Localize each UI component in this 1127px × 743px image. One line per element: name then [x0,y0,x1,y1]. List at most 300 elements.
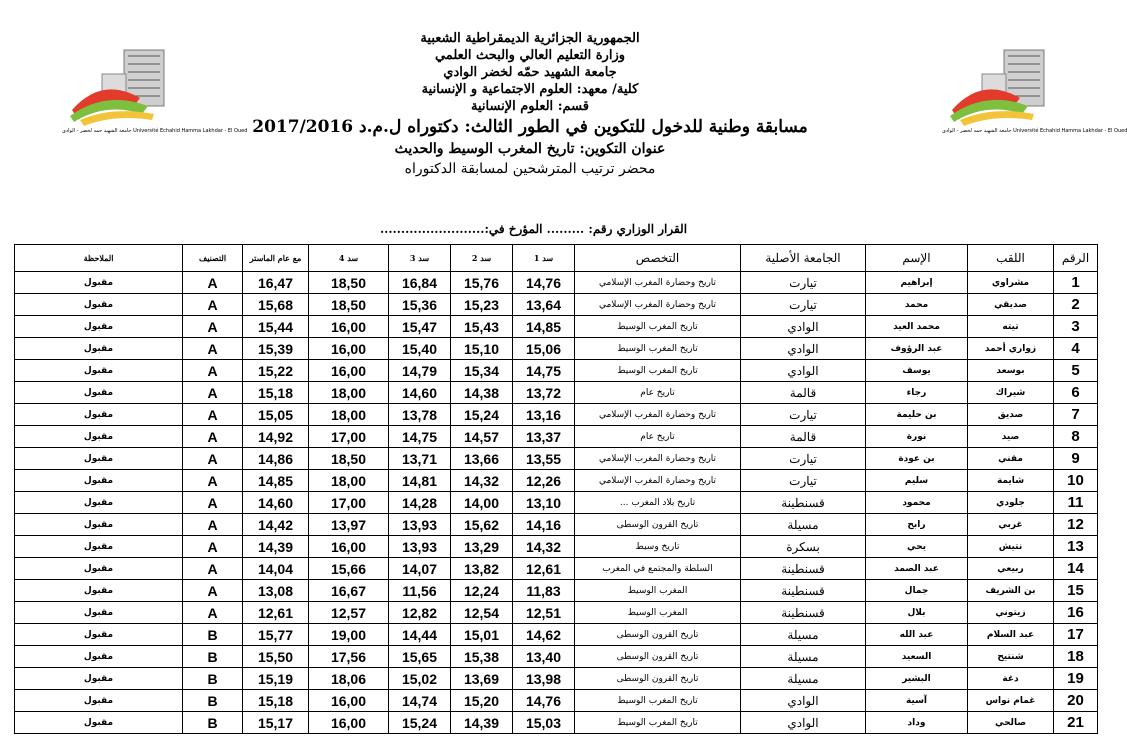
cell-class: A [183,492,243,514]
cell-s2: 13,66 [451,448,513,470]
table-row [15,712,1098,734]
cell-s1: 14,16 [513,514,575,536]
cell-s2: 13,82 [451,558,513,580]
cell-note: مقبول [15,602,183,624]
cell-note: مقبول [15,624,183,646]
cell-master-avg: 15,50 [243,646,309,668]
cell-class: A [183,514,243,536]
logo-caption: جامعة الشهيد حمه لخضر - الوادي Université Echahid Hamma Lakhdar - El Oued [62,128,248,134]
cell-class: B [183,624,243,646]
cell-class: A [183,316,243,338]
cell-speciality: المغرب الوسيط [575,580,741,602]
cell-s3: 14,07 [389,558,451,580]
table-row [15,646,1098,668]
cell-s2: 14,00 [451,492,513,514]
cell-s3: 14,74 [389,690,451,712]
cell-s3: 12,82 [389,602,451,624]
cell-speciality: تاريخ المغرب الوسيط [575,712,741,734]
table-row [15,668,1098,690]
logo-caption: جامعة الشهيد حمه لخضر - الوادي Université Echahid Hamma Lakhdar - El Oued [942,128,1127,134]
cell-note: مقبول [15,690,183,712]
cell-rank: 16 [1054,602,1098,624]
cell-s4: 18,00 [309,404,389,426]
cell-university: الوادي [741,338,866,360]
cell-university: تيارت [741,294,866,316]
cell-surname: شيراك [968,382,1054,404]
table-row [15,492,1098,514]
col-name: الإسم [866,245,968,272]
cell-s4: 18,50 [309,294,389,316]
cell-note: مقبول [15,294,183,316]
university-building-icon [942,36,1062,128]
table-row [15,558,1098,580]
cell-rank: 20 [1054,690,1098,712]
cell-s4: 16,00 [309,360,389,382]
faculty-line: كلية/ معهد: العلوم الاجتماعية و الإنسانية [421,82,639,97]
cell-class: A [183,272,243,294]
cell-note: مقبول [15,382,183,404]
cell-note: مقبول [15,514,183,536]
cell-s3: 15,47 [389,316,451,338]
cell-note: مقبول [15,646,183,668]
cell-class: A [183,536,243,558]
cell-master-avg: 15,22 [243,360,309,382]
cell-s3: 14,28 [389,492,451,514]
cell-s2: 13,69 [451,668,513,690]
cell-s3: 14,60 [389,382,451,404]
cell-s2: 15,24 [451,404,513,426]
col-speciality: التخصص [575,245,741,272]
cell-s3: 13,93 [389,514,451,536]
cell-s1: 14,76 [513,690,575,712]
cell-master-avg: 15,18 [243,382,309,404]
cell-rank: 3 [1054,316,1098,338]
cell-s1: 13,72 [513,382,575,404]
cell-master-avg: 15,39 [243,338,309,360]
cell-s4: 16,00 [309,536,389,558]
cell-surname: نتيش [968,536,1054,558]
cell-name: يحي [866,536,968,558]
cell-s1: 13,98 [513,668,575,690]
cell-surname: ربيعي [968,558,1054,580]
cell-speciality: تاريخ المغرب الوسيط [575,316,741,338]
cell-s2: 15,62 [451,514,513,536]
cell-s1: 13,10 [513,492,575,514]
cell-name: السعيد [866,646,968,668]
cell-speciality: تاريخ القرون الوسطى [575,514,741,536]
cell-name: إبراهيم [866,272,968,294]
cell-speciality: تاريخ القرون الوسطى [575,646,741,668]
col-rank: الرقم [1054,245,1098,272]
university-building-icon [62,36,182,128]
cell-class: A [183,404,243,426]
cell-s3: 11,56 [389,580,451,602]
cell-surname: صالحي [968,712,1054,734]
cell-s2: 14,57 [451,426,513,448]
cell-university: الوادي [741,316,866,338]
university-logo-right [942,36,1127,140]
cell-university: قسنطينة [741,602,866,624]
table-row [15,316,1098,338]
cell-master-avg: 14,04 [243,558,309,580]
cell-name: نورة [866,426,968,448]
cell-note: مقبول [15,426,183,448]
cell-s1: 12,51 [513,602,575,624]
cell-s3: 14,75 [389,426,451,448]
cell-class: A [183,338,243,360]
ministry-line: وزارة التعليم العالي والبحث العلمي [434,48,626,63]
cell-surname: بوسعد [968,360,1054,382]
col-s1: سد 1 [513,245,575,272]
cell-university: مسيلة [741,624,866,646]
document-title: مسابقة وطنية للدخول للتكوين في الطور الثالث: دكتوراه ل.م.د 2017/2016 [252,117,808,137]
cell-surname: صديق [968,404,1054,426]
cell-surname: زيتوني [968,602,1054,624]
cell-speciality: تاريخ وحضارة المغرب الإسلامي [575,272,741,294]
cell-note: مقبول [15,712,183,734]
cell-name: عبد الرؤوف [866,338,968,360]
table-row [15,624,1098,646]
cell-master-avg: 15,44 [243,316,309,338]
cell-note: مقبول [15,448,183,470]
cell-master-avg: 15,19 [243,668,309,690]
cell-surname: بن الشريف [968,580,1054,602]
cell-master-avg: 15,18 [243,690,309,712]
cell-university: قالمة [741,426,866,448]
cell-s2: 15,01 [451,624,513,646]
col-university: الجامعة الأصلية [741,245,866,272]
cell-s1: 13,64 [513,294,575,316]
decision-line: القرار الوزاري رقم: ......... المؤرخ في:......................... [380,222,688,236]
cell-surname: غمام نواس [968,690,1054,712]
table-row [15,294,1098,316]
cell-university: قسنطينة [741,492,866,514]
col-s3: سد 3 [389,245,451,272]
document-header [230,30,830,179]
cell-master-avg: 14,42 [243,514,309,536]
cell-class: A [183,382,243,404]
minutes-title: محضر ترتيب المترشحين لمسابقة الدكتوراه [404,161,656,177]
cell-note: مقبول [15,580,183,602]
table-row [15,448,1098,470]
cell-speciality: تاريخ وحضارة المغرب الإسلامي [575,448,741,470]
cell-surname: دغة [968,668,1054,690]
cell-s2: 12,24 [451,580,513,602]
cell-surname: صيد [968,426,1054,448]
table-row [15,690,1098,712]
cell-note: مقبول [15,668,183,690]
col-surname: اللقب [968,245,1054,272]
cell-note: مقبول [15,360,183,382]
cell-surname: مقني [968,448,1054,470]
cell-note: مقبول [15,492,183,514]
cell-master-avg: 15,77 [243,624,309,646]
table-row [15,514,1098,536]
col-s4: سد 4 [309,245,389,272]
cell-s4: 19,00 [309,624,389,646]
table-row [15,426,1098,448]
cell-university: تيارت [741,404,866,426]
cell-master-avg: 14,92 [243,426,309,448]
cell-university: الوادي [741,690,866,712]
table-row [15,580,1098,602]
cell-class: A [183,360,243,382]
cell-master-avg: 15,68 [243,294,309,316]
cell-s1: 15,03 [513,712,575,734]
cell-master-avg: 14,85 [243,470,309,492]
cell-university: الوادي [741,360,866,382]
table-row [15,338,1098,360]
cell-note: مقبول [15,470,183,492]
cell-name: البشير [866,668,968,690]
cell-master-avg: 12,61 [243,602,309,624]
cell-s4: 16,00 [309,690,389,712]
cell-surname: جلودي [968,492,1054,514]
cell-name: وداد [866,712,968,734]
cell-note: مقبول [15,536,183,558]
cell-rank: 15 [1054,580,1098,602]
cell-speciality: تاريخ وسيط [575,536,741,558]
cell-class: A [183,448,243,470]
cell-s2: 15,43 [451,316,513,338]
cell-note: مقبول [15,338,183,360]
cell-rank: 12 [1054,514,1098,536]
cell-speciality: المغرب الوسيط [575,602,741,624]
cell-s4: 17,56 [309,646,389,668]
cell-name: محمد [866,294,968,316]
cell-s1: 14,85 [513,316,575,338]
cell-rank: 11 [1054,492,1098,514]
cell-name: بن حليمة [866,404,968,426]
cell-master-avg: 14,39 [243,536,309,558]
cell-s1: 14,62 [513,624,575,646]
cell-surname: تيته [968,316,1054,338]
cell-class: A [183,602,243,624]
cell-master-avg: 13,08 [243,580,309,602]
cell-s4: 16,00 [309,316,389,338]
cell-s2: 13,29 [451,536,513,558]
cell-name: يوسف [866,360,968,382]
cell-rank: 4 [1054,338,1098,360]
cell-s2: 15,76 [451,272,513,294]
cell-speciality: تاريخ بلاد المغرب ... [575,492,741,514]
cell-surname: شايمة [968,470,1054,492]
cell-s4: 18,06 [309,668,389,690]
cell-university: قسنطينة [741,558,866,580]
col-master-avg: مع عام الماستر [243,245,309,272]
cell-s4: 16,00 [309,712,389,734]
cell-rank: 1 [1054,272,1098,294]
cell-rank: 5 [1054,360,1098,382]
cell-name: عبد الصمد [866,558,968,580]
cell-s4: 13,97 [309,514,389,536]
cell-rank: 13 [1054,536,1098,558]
cell-name: عبد الله [866,624,968,646]
cell-s4: 18,50 [309,448,389,470]
cell-s1: 12,26 [513,470,575,492]
cell-class: B [183,668,243,690]
cell-name: محمد العيد [866,316,968,338]
cell-rank: 10 [1054,470,1098,492]
cell-master-avg: 16,47 [243,272,309,294]
cell-surname: شنتيح [968,646,1054,668]
cell-s4: 16,00 [309,338,389,360]
table-row [15,360,1098,382]
cell-s3: 15,65 [389,646,451,668]
cell-s4: 16,67 [309,580,389,602]
cell-university: بسكرة [741,536,866,558]
cell-rank: 6 [1054,382,1098,404]
cell-s1: 13,40 [513,646,575,668]
cell-speciality: تاريخ عام [575,426,741,448]
cell-rank: 17 [1054,624,1098,646]
table-row [15,404,1098,426]
cell-s3: 15,02 [389,668,451,690]
cell-s3: 14,81 [389,470,451,492]
cell-rank: 14 [1054,558,1098,580]
cell-s4: 12,57 [309,602,389,624]
cell-surname: غربي [968,514,1054,536]
table-row [15,602,1098,624]
cell-master-avg: 15,05 [243,404,309,426]
ranking-table [14,244,1098,734]
cell-university: مسيلة [741,646,866,668]
cell-s1: 11,83 [513,580,575,602]
cell-note: مقبول [15,272,183,294]
cell-speciality: تاريخ القرون الوسطى [575,668,741,690]
cell-s4: 15,66 [309,558,389,580]
cell-rank: 21 [1054,712,1098,734]
cell-s1: 14,76 [513,272,575,294]
cell-speciality: تاريخ المغرب الوسيط [575,338,741,360]
cell-name: رجاء [866,382,968,404]
cell-class: A [183,558,243,580]
cell-s1: 15,06 [513,338,575,360]
cell-s2: 15,23 [451,294,513,316]
cell-s2: 15,20 [451,690,513,712]
cell-s2: 14,32 [451,470,513,492]
cell-s3: 16,84 [389,272,451,294]
cell-university: قسنطينة [741,580,866,602]
cell-rank: 18 [1054,646,1098,668]
cell-university: مسيلة [741,514,866,536]
cell-s4: 18,00 [309,470,389,492]
cell-speciality: تاريخ وحضارة المغرب الإسلامي [575,404,741,426]
cell-s3: 14,79 [389,360,451,382]
cell-s1: 13,37 [513,426,575,448]
col-s2: سد 2 [451,245,513,272]
cell-s3: 14,44 [389,624,451,646]
cell-s3: 15,24 [389,712,451,734]
cell-rank: 9 [1054,448,1098,470]
cell-class: B [183,712,243,734]
cell-note: مقبول [15,558,183,580]
cell-surname: صديقي [968,294,1054,316]
cell-note: مقبول [15,316,183,338]
cell-speciality: تاريخ وحضارة المغرب الإسلامي [575,470,741,492]
cell-s4: 17,00 [309,426,389,448]
cell-class: A [183,470,243,492]
cell-s4: 18,00 [309,382,389,404]
table-header-row [15,245,1098,272]
cell-s2: 15,34 [451,360,513,382]
cell-speciality: السلطة والمجتمع في المغرب [575,558,741,580]
cell-s2: 14,38 [451,382,513,404]
cell-master-avg: 14,86 [243,448,309,470]
cell-rank: 2 [1054,294,1098,316]
cell-university: تيارت [741,470,866,492]
cell-name: محمود [866,492,968,514]
table-row [15,470,1098,492]
cell-s4: 18,50 [309,272,389,294]
cell-s2: 14,39 [451,712,513,734]
table-row [15,536,1098,558]
cell-s3: 15,36 [389,294,451,316]
cell-rank: 8 [1054,426,1098,448]
cell-class: B [183,690,243,712]
cell-speciality: تاريخ المغرب الوسيط [575,360,741,382]
cell-name: بن عودة [866,448,968,470]
cell-s4: 17,00 [309,492,389,514]
cell-s3: 13,71 [389,448,451,470]
cell-s2: 15,10 [451,338,513,360]
cell-university: مسيلة [741,668,866,690]
col-class: التصنيف [183,245,243,272]
cell-class: B [183,646,243,668]
cell-s1: 13,55 [513,448,575,470]
cell-s3: 13,78 [389,404,451,426]
university-line: جامعة الشهيد حمّه لخضر الوادي [443,65,617,80]
cell-name: آسية [866,690,968,712]
training-title: عنوان التكوين: تاريخ المغرب الوسيط والحديث [394,141,666,157]
cell-surname: مشراوي [968,272,1054,294]
cell-name: بلال [866,602,968,624]
cell-rank: 19 [1054,668,1098,690]
cell-name: رابح [866,514,968,536]
cell-name: سليم [866,470,968,492]
cell-university: تيارت [741,448,866,470]
cell-s3: 13,93 [389,536,451,558]
cell-master-avg: 14,60 [243,492,309,514]
cell-s1: 12,61 [513,558,575,580]
table-row [15,382,1098,404]
cell-class: A [183,580,243,602]
cell-rank: 7 [1054,404,1098,426]
cell-class: A [183,426,243,448]
cell-surname: عبد السلام [968,624,1054,646]
table-row [15,272,1098,294]
col-note: الملاحظة [15,245,183,272]
cell-speciality: تاريخ وحضارة المغرب الإسلامي [575,294,741,316]
department-line: قسم: العلوم الإنسانية [471,99,589,114]
cell-university: قالمة [741,382,866,404]
cell-master-avg: 15,17 [243,712,309,734]
cell-s2: 12,54 [451,602,513,624]
cell-surname: زواري أحمد [968,338,1054,360]
cell-university: تيارت [741,272,866,294]
cell-class: A [183,294,243,316]
university-logo-left [62,36,248,140]
cell-s2: 15,38 [451,646,513,668]
cell-speciality: تاريخ المغرب الوسيط [575,690,741,712]
cell-s3: 15,40 [389,338,451,360]
cell-university: الوادي [741,712,866,734]
cell-speciality: تاريخ عام [575,382,741,404]
cell-speciality: تاريخ القرون الوسطى [575,624,741,646]
cell-s1: 14,75 [513,360,575,382]
cell-name: جمال [866,580,968,602]
cell-s1: 13,16 [513,404,575,426]
